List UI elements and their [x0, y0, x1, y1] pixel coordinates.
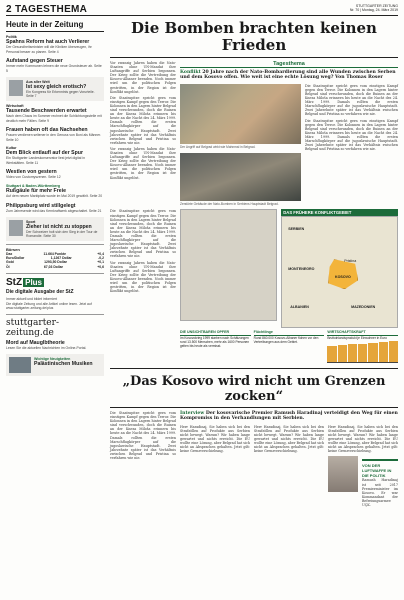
lead-story: Tagesthema Konflikt 20 Jahre nach der Nato-Bombardierung sind alle Wunden zwischen Serben und dem Kosovo offen. Wie weit ist eine echte Lösung weg? Von Thomas Roser Der Angriff auf Belgrad wirkt wie Mahnmal in Belgrad. Zerstörte Gebäude der Nato-Bomben in Serbiens Hauptstadt Belgrad. Die Staatsspitze spricht gern vom einstigen Kampf gegen den Terror. Die Kolonnen in den Lagern hinter Belgrad sind verschwunden, doch die Ruinen an der Kneza Miloša erinnern bis heute an die Nacht des 24. März 1999. Damals rollten die ersten Marschflugkörper auf die jugoslawische Hauptstadt. Zwei Jahrzehnte später ist das Verhältnis zwischen Belgrad und Pristina so verfahren wie nie. Die Staatsspitze spricht gern vom einstigen Kampf gegen den Terror. Die Kolonnen in den Lagern hinter Belgrad sind verschwunden, doch die Ruinen an der Kneza Miloša erinnern bis heute an die Nacht des 24. März 1999. Damals rollten die ersten Marschflugkörper auf die jugoslawische Hauptstadt. Zwei Jahrzehnte später ist das Verhältnis zwischen Belgrad und Pristina so verfahren wie nie.: [180, 61, 398, 206]
photo-caption-2: Zerstörte Gebäude der Nato-Bomben in Serbiens Hauptstadt Belgrad.: [180, 201, 279, 206]
tagesthema-label: Tagesthema: [180, 61, 398, 68]
chart-bar-2014: [348, 344, 357, 362]
stat-box: WIRTSCHAFTSKRAFT Bruttoinlandsprodukt je Einwohner in Euro: [327, 331, 398, 363]
sport-box[interactable]: Sport Zieher ist nicht zu stoppen Der Schweizer holt sich den Sieg in der Tour de Romandie. Seite 30: [6, 217, 104, 241]
plus-subtitle: Immer aktuell und bildet informiert: [6, 297, 58, 302]
region-photo: [180, 209, 277, 321]
chart-bar-2016: [368, 343, 377, 362]
divider: [110, 57, 398, 58]
economy-bar-chart: [327, 341, 398, 363]
paper-name: STUTTGARTER ZEITUNG: [355, 4, 398, 8]
market-box: [6, 244, 104, 269]
belgrade-photo: [180, 84, 301, 144]
paper-info: [318, 4, 398, 12]
map-title: DAS FRÜHERE KONFLIKTGEBIET: [281, 209, 398, 216]
haradinaj-portrait: [328, 456, 358, 492]
main-content: [110, 20, 398, 507]
top-section: [110, 61, 398, 206]
divider: [110, 368, 398, 369]
stz-plus-promo[interactable]: [6, 273, 104, 310]
online-box[interactable]: Wichtige Neuigkeiten Palästinischen Musiken: [6, 354, 104, 376]
sport-thumbnail: [9, 220, 23, 236]
intro-column: Vor zwanzig Jahren haben die Nato-Staaten ohne UN-Mandat ihre Luftangriffe auf Serbien begonnen. Der Krieg sollte die Vertreibung der Kosovo-Albaner beenden. Noch immer wird um die politischen Folgen gestritten, in der Region ist der Konflikt ungelöst. Die Staatsspitze spricht gern vom einstigen Kampf gegen den Terror. Die Kolonnen in den Lagern hinter Belgrad sind verschwunden, doch die Ruinen an der Kneza Miloša erinnern bis heute an die Nacht des 24. März 1999. Damals rollten die ersten Marschflugkörper auf die jugoslawische Hauptstadt. Zwei Jahrzehnte später ist das Verhältnis zwischen Belgrad und Pristina so verfahren wie nie. Vor zwanzig Jahren haben die Nato-Staaten ohne UN-Mandat ihre Luftangriffe auf Serbien begonnen. Der Krieg sollte die Vertreibung der Kosovo-Albaner beenden. Noch immer wird um die politischen Folgen gestritten, in der Region ist der Konflikt ungelöst.: [110, 61, 176, 180]
market-row: Gold 1293,50 Dollar +0,1: [6, 260, 104, 265]
sidebar-item[interactable]: Philippsburg wird stillgelegt Zum Jahresende wird das Kernkraftwerk abgeschaltet. Seite 21: [6, 202, 102, 213]
section-title: 2 TAGESTHEMA: [6, 4, 88, 15]
sidebar-item[interactable]: Westlen von gestern Video von Customyszenen. Seite 12: [6, 169, 61, 180]
online-thumbnail: [9, 357, 31, 373]
kosovo-map: [281, 216, 398, 328]
map-label: SERBIEN: [288, 227, 305, 232]
sidebar-item[interactable]: Politik Spahns Reform hat auch Verlierer Der Gesundheitsminister will die Kliniken überzeugen, ihr Personal besser zu planen. Seite 4: [6, 35, 92, 54]
map-label: Pristina: [344, 259, 357, 264]
main-headline: Die Bomben brachten keinen Frieden: [131, 19, 377, 54]
plus-title: Die digitale Ausgabe der StZ: [6, 288, 74, 295]
map-section: Die Staatsspitze spricht gern vom einstigen Kampf gegen den Terror. Die Kolonnen in den Lagern hinter Belgrad sind verschwunden, doch die Ruinen an der Kneza Miloša erinnern bis heute an die Nacht des 24. März 1999. Damals rollten die ersten Marschflugkörper auf die jugoslawische Hauptstadt. Zwei Jahrzehnte später ist das Verhältnis zwischen Belgrad und Pristina so verfahren wie nie. Vor zwanzig Jahren haben die Nato-Staaten ohne UN-Mandat ihre Luftangriffe auf Serbien begonnen. Der Krieg sollte die Vertreibung der Kosovo-Albaner beenden. Noch immer wird um die politischen Folgen gestritten, in der Region ist der Konflikt ungelöst. DAS FRÜHERE KONFLIKTGEBIET SERBIEN KOSOVO Pristina ALBANIEN MAZEDONIEN MONTENEGRO DIE UNSICHTBAREN OPFER Im Kosovokrieg 1999 starben nach Schätzungen rund 13.500 Menschen, mehr als 1600 Personen gelten bis heute als vermisst. Flüchtlinge Rund 860.000 Kosovo-Albaner flohen vor den Vertreibungen aus dem Gebiet. WIRTSCHAFTSKRAFT Bruttoinlandsprodukt je Einwohner in Euro: [110, 209, 398, 363]
map-label: MONTENEGRO: [288, 267, 315, 272]
plus-text: Die digitale Zeitung und alle Artikel online lesen. Jetzt auf www.stuttgarter-zeitung.de/plus: [6, 301, 92, 310]
map-label: ALBANIEN: [290, 305, 309, 310]
sidebar-item[interactable]: Frauen haben oft das Nachsehen Frauen verdienen seltener in den Genuss von Boni als Männer. Seite 10: [6, 127, 101, 142]
interview-headline: „Das Kosovo wird nicht um Grenzen zocken“: [122, 374, 386, 404]
sidebar-heading: Heute in der Zeitung: [6, 20, 104, 32]
map-label: KOSOVO: [335, 274, 351, 279]
chart-bar-2015: [358, 344, 367, 362]
factbox: VON DER LUFTWAFFE IN DIE POLITIK Ramush Haradinaj ist seit 2017 Premierminister im Kosovo. Er war Kommandant der Befreiungsarmee UÇK.: [362, 459, 398, 507]
website-link[interactable]: stuttgarter-zeitung.de: [6, 314, 104, 338]
chart-bar-2017: [379, 342, 388, 362]
market-title: Börsen: [6, 246, 20, 252]
story-kicker: Konflikt 20 Jahre nach der Nato-Bombardierung sind alle Wunden zwischen Serben und dem Kosovo offen. Wie weit ist eine echte Lösung weg? Von Thomas Roser: [180, 70, 396, 81]
thumbnail-image: [9, 80, 23, 96]
stz-plus-logo: StZ Plus: [6, 276, 43, 288]
chart-bar-2012: [327, 346, 336, 362]
market-row: Öl 67,03 Dollar +0,6: [6, 264, 104, 269]
interview-kicker: Interview Der kosovarische Premier Ramush Haradinaj verteidigt den Weg für einen Kompromiss in den Verhandlungen mit Serbien.: [180, 411, 398, 422]
market-row: Euro/Dollar 1,1267 Dollar -0,2: [6, 256, 104, 261]
sidebar-item[interactable]: Stuttgart & Baden-Württemberg Rußgäule für mehr Freie Auf dem neuen Marktplatz wurde im Mai 2019 gewählt. Seite 20: [6, 183, 103, 199]
interview-section: Die Staatsspitze spricht gern vom einstigen Kampf gegen den Terror. Die Kolonnen in den Lagern hinter Belgrad sind verschwunden, doch die Ruinen an der Kneza Miloša erinnern bis heute an die Nacht des 24. März 1999. Damals rollten die ersten Marschflugkörper auf die jugoslawische Hauptstadt. Zwei Jahrzehnte später ist das Verhältnis zwischen Belgrad und Pristina so verfahren wie nie. Interview Der kosovarische Premier Ramush Haradinaj verteidigt den Weg für einen Kompromiss in den Verhandlungen mit Serbien. Herr Haradinaj, Sie haben sich bei den Strafzöllen auf Produkte aus Serbien nicht bewegt. Warum? Wir haben lange gewartet und nichts erreicht. Die EU wollte eine Lösung, aber Belgrad hat sich nicht an Absprachen gehalten. Jetzt gilt: keine Grenzverschiebung. Herr Haradinaj, Sie haben sich bei den Strafzöllen auf Produkte aus Serbien nicht bewegt. Warum? Wir haben lange gewartet und nichts erreicht. Die EU wollte eine Lösung, aber Belgrad hat sich nicht an Absprachen gehalten. Jetzt gilt: keine Grenzverschiebung. Herr Haradinaj, Sie haben sich bei den Strafzöllen auf Produkte aus Serbien nicht bewegt. Warum? Wir haben lange gewartet und nichts erreicht. Die EU wollte eine Lösung, aber Belgrad hat sich nicht an Absprachen gehalten. Jetzt gilt: keine Grenzverschiebung. VON DER LUFTWAFFE IN DIE POLITIK Ramush Haradinaj ist seit 2017 Premierminister im Kosovo. Er war Kommandant der Befreiungsarmee UÇK.: [110, 411, 398, 508]
stat-box: Flüchtlinge Rund 860.000 Kosovo-Albaner flohen vor den Vertreibungen aus dem Gebiet.: [254, 331, 325, 363]
chart-bar-2013: [338, 345, 347, 362]
sidebar-item[interactable]: Kultur Dem Blick entlaufl auf der Spur Ein Stuttgarter Landeskonservator liest jetzt digital in Werkstätten. Seite 11: [6, 146, 85, 165]
divider: [110, 407, 398, 408]
ruin-photo: [180, 153, 301, 201]
online-item[interactable]: Mord auf Mauglbtheorie Lesen Sie die aktuellen Nachrichten im Online-Portal.: [6, 339, 87, 350]
masthead: [6, 4, 398, 16]
map-label: MAZEDONIEN: [351, 305, 376, 310]
market-row: Dax 11.664 Punkte +0,4: [6, 251, 104, 256]
chart-bar-2018: [389, 341, 398, 362]
stat-box: DIE UNSICHTBAREN OPFER Im Kosovokrieg 1999 starben nach Schätzungen rund 13.500 Menschen, mehr als 1600 Personen gelten bis heute als vermisst.: [180, 330, 250, 348]
sidebar: [6, 20, 104, 594]
feature-box[interactable]: Aus aller Welt Ist sexy gleich erotisch? Ein Kongress für Erkenntnis gegen Vorurteile. Seite 7: [6, 77, 104, 101]
photo-caption: Der Angriff auf Belgrad wirkt wie Mahnmal in Belgrad.: [180, 144, 256, 149]
sidebar-item[interactable]: Aufstand gegen Steuer Immer mehr Kommunen lehnen die neue Grundsteuer ab. Seite 5: [6, 58, 102, 73]
sidebar-item[interactable]: Wirtschaft Tausende Beschwerden erwartet Nach dem Chaos im Sommer rechnet die Schlichtungsstelle mit deutlich mehr Fällen. Seite 9: [6, 104, 102, 123]
stats-row: [180, 331, 398, 363]
paper-date: Nr. 70 | Montag, 24. März 2019: [349, 8, 398, 12]
